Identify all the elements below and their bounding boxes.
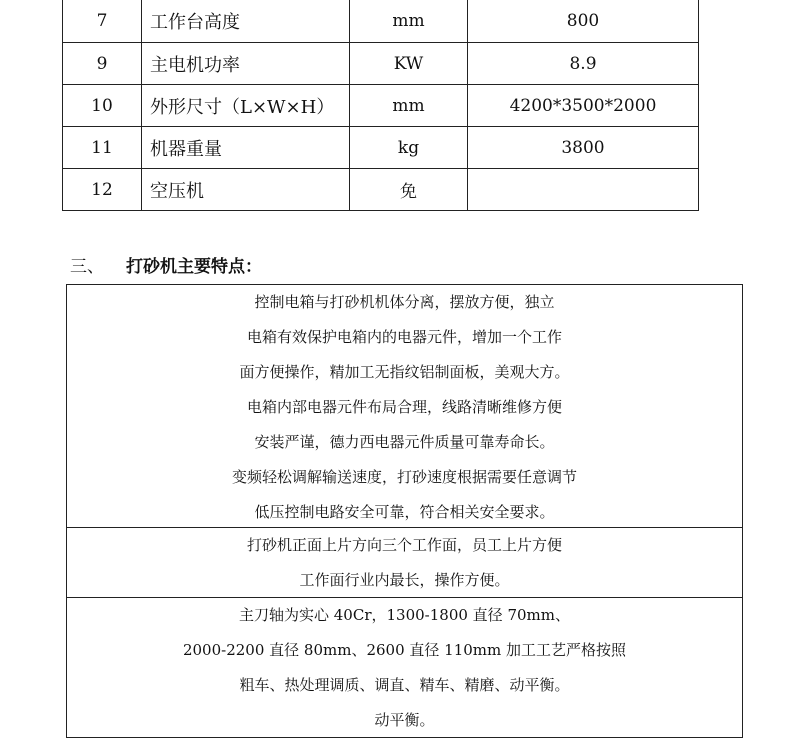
feature-line: 粗车、热处理调质、调直、精车、精磨、动平衡。 [239,676,570,694]
row-number-cell: 9 [63,43,142,85]
row-number-cell: 10 [63,85,142,127]
feature-line: 变频轻松调解输送速度，打砂速度根据需要任意调节 [231,468,577,486]
row-unit-cell: KW [350,43,468,85]
features-box [66,284,743,738]
row-value-cell: 8.9 [468,43,699,85]
row-number-cell: 12 [63,169,142,211]
row-number-cell: 11 [63,127,142,169]
row-unit-cell: mm [350,85,468,127]
table-row [63,85,699,127]
spec-table [62,0,699,211]
feature-line: 控制电箱与打砂机机体分离，摆放方便，独立 [254,293,555,311]
table-row [63,0,699,43]
row-name-cell: 主电机功率 [142,43,350,85]
feature-line: 面方便操作，精加工无指纹铝制面板，美观大方。 [239,363,570,381]
feature-group [67,285,742,528]
feature-group [67,598,742,737]
feature-line: 动平衡。 [374,711,435,729]
feature-line: 电箱内部电器元件布局合理，线路清晰维修方便 [246,398,562,416]
feature-line: 主刀轴为实心 40Cr，1300-1800 直径 70mm、 [239,606,570,624]
feature-line: 2000-2200 直径 80mm、2600 直径 110mm 加工工艺严格按照 [182,641,627,659]
row-value-cell: 4200*3500*2000 [468,85,699,127]
section-number: 三、 [70,257,104,277]
row-value-cell [468,169,699,211]
row-value-cell: 3800 [468,127,699,169]
feature-group [67,528,742,598]
row-name-cell: 外形尺寸（L×W×H） [142,85,350,127]
feature-line: 安装严谨，德力西电器元件质量可靠寿命长。 [254,433,555,451]
feature-line: 电箱有效保护电箱内的电器元件，增加一个工作 [246,328,562,346]
row-value-cell: 800 [468,0,699,43]
row-name-cell: 工作台高度 [142,0,350,43]
table-row [63,43,699,85]
feature-line: 工作面行业内最长，操作方便。 [299,571,510,589]
feature-line: 打砂机正面上片方向三个工作面，员工上片方便 [246,536,562,554]
table-row [63,169,699,211]
row-unit-cell: 免 [350,169,468,211]
feature-line: 低压控制电路安全可靠，符合相关安全要求。 [254,503,555,521]
spec-table-body [63,0,699,211]
table-row [63,127,699,169]
row-number-cell: 7 [63,0,142,43]
section-title: 打砂机主要特点： [126,257,262,277]
row-unit-cell: mm [350,0,468,43]
row-unit-cell: kg [350,127,468,169]
row-name-cell: 机器重量 [142,127,350,169]
section-heading [70,252,262,277]
row-name-cell: 空压机 [142,169,350,211]
